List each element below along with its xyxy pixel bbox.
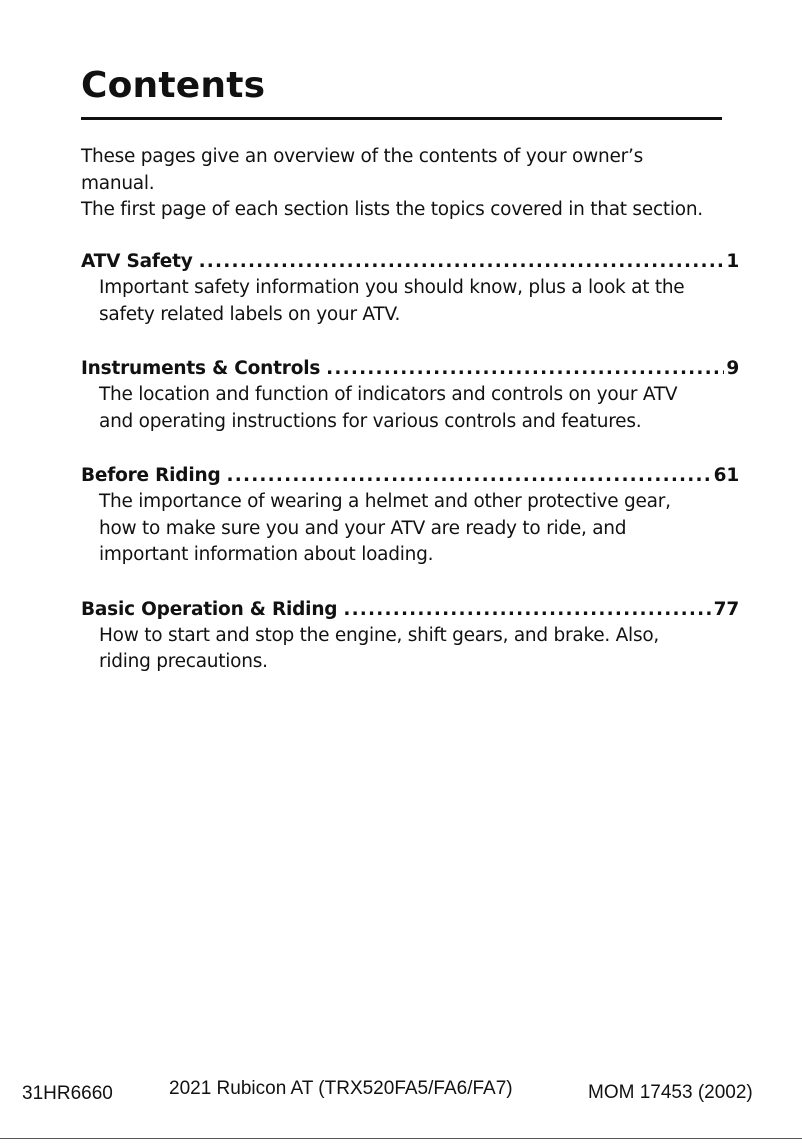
description-line: The location and function of indicators and controls on your ATV: [99, 384, 678, 405]
section-before-riding: [81, 462, 739, 569]
toc-entry-basic-operation-riding[interactable]: [81, 596, 739, 623]
description-line: How to start and stop the engine, shift gears, and brake. Also,: [99, 624, 660, 646]
page-number: 1: [726, 251, 739, 272]
description-line: important information about loading.: [99, 544, 434, 565]
dot-leader: [343, 596, 711, 623]
section-heading: Before Riding: [81, 465, 221, 486]
intro-paragraph: [81, 144, 731, 224]
description-line: safety related labels on your ATV.: [99, 303, 401, 325]
intro-line: These pages give an overview of the contents of your owner’s: [81, 146, 643, 167]
page-number: 61: [713, 465, 739, 486]
footer-mom-number: MOM 17453 (2002): [588, 1082, 753, 1103]
contents-list: [81, 248, 739, 703]
description-line: The importance of wearing a helmet and other protective gear,: [99, 491, 671, 512]
page-number: 9: [726, 358, 739, 379]
section-heading: ATV Safety: [81, 251, 193, 272]
title-underline: [81, 117, 722, 120]
dot-leader: [199, 248, 725, 275]
intro-line: The first page of each section lists the topics covered in that section.: [81, 199, 703, 220]
section-description: [81, 489, 739, 569]
section-description: [81, 623, 739, 676]
section-heading: Basic Operation & Riding: [81, 598, 338, 620]
bottom-divider: [0, 1138, 802, 1139]
section-heading: Instruments & Controls: [81, 358, 321, 379]
description-line: and operating instructions for various controls and features.: [99, 410, 642, 432]
footer-code: 31HR6660: [22, 1083, 113, 1104]
section-description: [81, 275, 739, 328]
dot-leader: [227, 462, 712, 489]
description-line: how to make sure you and your ATV are ready to ride, and: [99, 517, 627, 539]
page-title: Contents: [81, 65, 266, 106]
section-atv-safety: [81, 248, 739, 328]
toc-entry-atv-safety[interactable]: [81, 248, 739, 275]
toc-entry-before-riding[interactable]: [81, 462, 739, 489]
description-line: riding precautions.: [99, 651, 268, 672]
section-instruments-controls: [81, 355, 739, 435]
dot-leader: [326, 355, 724, 382]
intro-line: manual.: [81, 172, 155, 194]
section-description: [81, 382, 739, 435]
page-number: 77: [713, 598, 739, 620]
footer-model: 2021 Rubicon AT (TRX520FA5/FA6/FA7): [169, 1078, 513, 1099]
section-basic-operation-riding: [81, 596, 739, 676]
description-line: Important safety information you should know, plus a look at the: [99, 277, 685, 298]
toc-entry-instruments-controls[interactable]: [81, 355, 739, 382]
